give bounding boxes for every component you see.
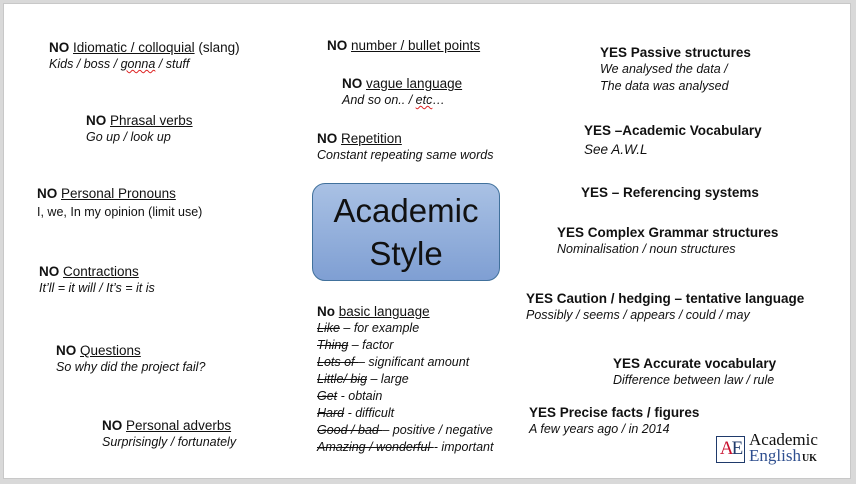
logo-text [749, 432, 818, 467]
item-title: YES Passive structures [600, 45, 751, 60]
item-example: Possibly / seems / appears / could / may [526, 308, 750, 322]
basic-language-row [317, 439, 493, 456]
item-title: YES –Academic Vocabulary [584, 123, 762, 138]
no-repetition: NO Repetition Constant repeating same words [317, 131, 494, 162]
no-label: No [317, 304, 335, 319]
item-title: YES Caution / hedging – tentative language [526, 291, 805, 306]
basic-language-list [317, 320, 493, 456]
center-title-line2: Style [369, 235, 443, 272]
no-vague-language: NO vague language And so on.. / etc… [342, 76, 463, 107]
item-example: Nominalisation / noun structures [557, 242, 736, 256]
logo-line2: EnglishUK [749, 446, 817, 465]
item-title: YES – Referencing systems [581, 185, 759, 200]
item-example: It’ll = it will / It’s = it is [39, 281, 155, 295]
item-example: Kids / boss / gonna / stuff [49, 57, 190, 71]
yes-academic-vocabulary [584, 122, 762, 158]
basic-language-row [317, 337, 493, 354]
no-basic-language [317, 303, 493, 456]
yes-precise-facts [529, 404, 699, 438]
replacement-word: – for example [339, 321, 420, 335]
item-title: Phrasal verbs [110, 113, 193, 128]
basic-language-row [317, 405, 493, 422]
basic-language-row [317, 371, 493, 388]
replacement-word: - obtain [337, 389, 383, 403]
item-title: Repetition [341, 131, 402, 146]
yes-complex-grammar [557, 224, 778, 258]
yes-caution-hedging [526, 290, 804, 324]
struck-word: Amazing / wonderful [317, 440, 434, 454]
item-title: YES Precise facts / figures [529, 405, 700, 420]
item-example: And so on.. / etc… [342, 93, 445, 107]
replacement-word: – factor [348, 338, 394, 352]
item-example: Difference between law / rule [613, 373, 775, 387]
ae-logo-icon: AE [716, 436, 745, 463]
item-example: Go up / look up [86, 130, 171, 144]
basic-language-row [317, 320, 493, 337]
item-title: number / bullet points [351, 38, 481, 53]
item-title: vague language [366, 76, 463, 91]
no-contractions: NO Contractions It’ll = it will / It’s = it is [39, 264, 155, 295]
item-title: YES Accurate vocabulary [613, 356, 777, 371]
no-phrasal-verbs: NO Phrasal verbs Go up / look up [86, 113, 193, 144]
yes-passive [600, 44, 751, 95]
academic-style-box [312, 183, 500, 281]
struck-word: Like [317, 321, 340, 335]
item-title: basic language [338, 304, 430, 319]
replacement-word: - important [433, 440, 494, 454]
replacement-word: – positive / negative [382, 423, 493, 437]
no-label: NO [49, 40, 70, 55]
replacement-word: – significant amount [358, 355, 470, 369]
item-example: So why did the project fail? [56, 360, 206, 374]
struck-word: Get [317, 389, 338, 403]
item-example: See A.W.L [584, 142, 648, 157]
item-example: A few years ago / in 2014 [529, 422, 670, 436]
academic-english-uk-logo [716, 432, 818, 467]
item-example: The data was analysed [600, 79, 729, 93]
struck-word: Little/ big [317, 372, 368, 386]
item-example: I, we, In my opinion (limit use) [37, 205, 203, 219]
item-example: We analysed the data / [600, 62, 728, 76]
struck-word: Good / bad [317, 423, 383, 437]
no-personal-adverbs: NO Personal adverbs Surprisingly / fortunately [102, 418, 237, 449]
item-title: Personal Pronouns [61, 186, 176, 201]
no-questions: NO Questions So why did the project fail? [56, 343, 206, 374]
item-title: Contractions [63, 264, 139, 279]
item-title: Idiomatic / colloquial [73, 40, 195, 55]
center-title-line1: Academic [333, 192, 479, 229]
item-example: Constant repeating same words [317, 148, 494, 162]
basic-language-row [317, 388, 493, 405]
replacement-word: - difficult [344, 406, 395, 420]
item-title: Questions [80, 343, 141, 358]
basic-language-row [317, 354, 493, 371]
item-title: Personal adverbs [126, 418, 232, 433]
replacement-word: – large [367, 372, 409, 386]
yes-accurate-vocabulary [613, 355, 776, 389]
no-idiomatic [49, 39, 240, 73]
struck-word: Thing [317, 338, 349, 352]
no-personal-pronouns: NO Personal Pronouns I, we, In my opinion (limit use) [37, 186, 203, 219]
item-title: YES Complex Grammar structures [557, 225, 779, 240]
basic-language-row [317, 422, 493, 439]
no-bullet-points: NO number / bullet points [327, 38, 481, 53]
struck-word: Lots of [317, 355, 358, 369]
slide [3, 3, 851, 479]
item-title-suffix: (slang) [194, 40, 240, 55]
item-example: Surprisingly / fortunately [102, 435, 237, 449]
yes-referencing [581, 184, 759, 201]
struck-word: Hard [317, 406, 345, 420]
logo-line1: Academic [749, 430, 818, 449]
